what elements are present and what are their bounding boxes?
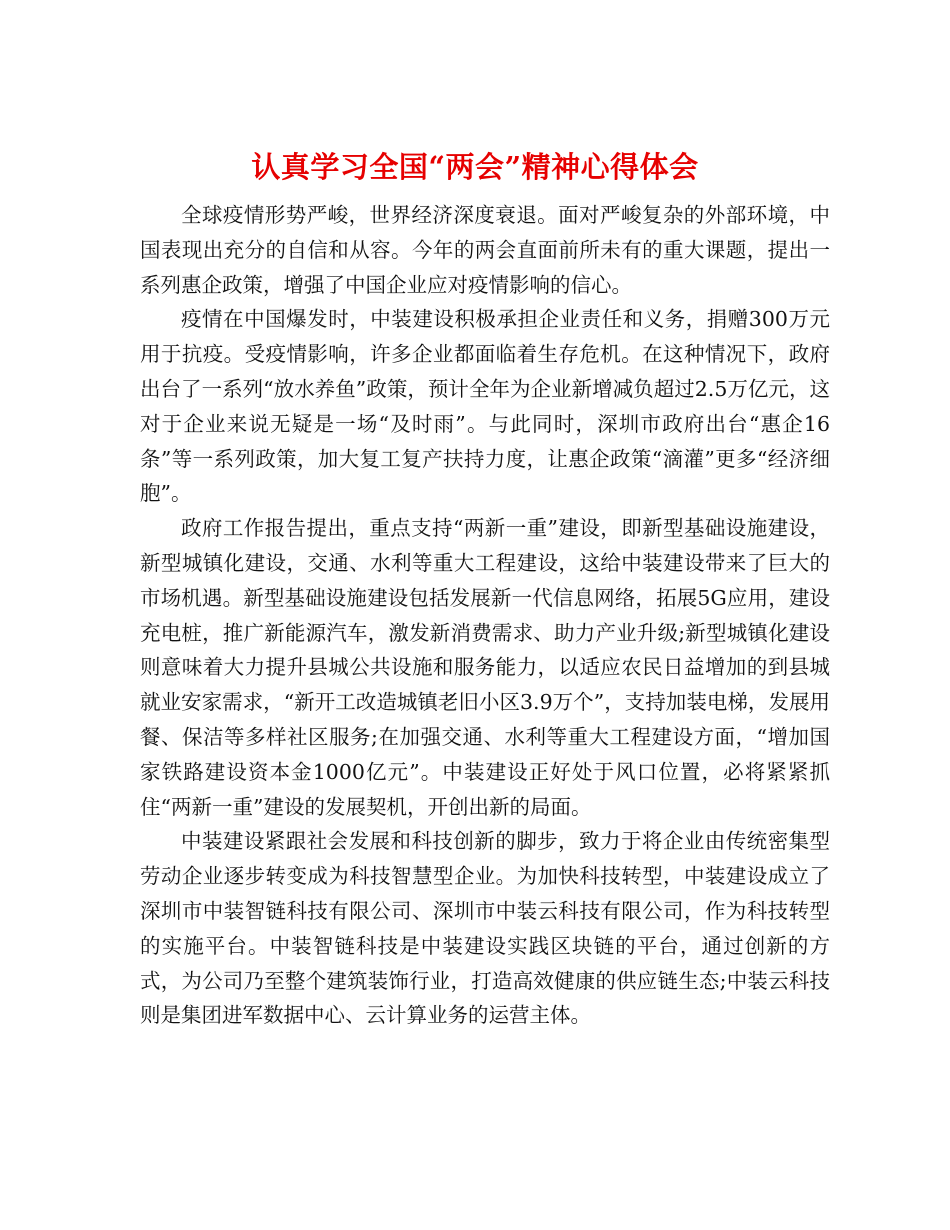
paragraph-3: 政府工作报告提出，重点支持“两新一重”建设，即新型基础设施建设，新型城镇化建设，交通、水利等重大工程建设，这给中装建设带来了巨大的市场机遇。新型基础设施建设包括发展新一代信息网络，拓展5G应用，建设充电桩，推广新能源汽车，激发新消费需求、助力产业升级;新型城镇化建设则意味着大力提升县城公共设施和服务能力，以适应农民日益增加的到县城就业安家需求，“新开工改造城镇老旧小区3.9万个”，支持加装电梯，发展用餐、保洁等多样社区服务;在加强交通、水利等重大工程建设方面，“增加国家铁路建设资本金1000亿元”。中装建设正好处于风口位置，必将紧紧抓住“两新一重”建设的发展契机，开创出新的局面。 [140, 516, 830, 819]
paragraph-1: 全球疫情形势严峻，世界经济深度衰退。面对严峻复杂的外部环境，中国表现出充分的自信和从容。今年的两会直面前所未有的重大课题，提出一系列惠企政策，增强了中国企业应对疫情影响的信心。 [140, 203, 830, 297]
paragraph-2: 疫情在中国爆发时，中装建设积极承担企业责任和义务，捐赠300万元用于抗疫。受疫情影响，许多企业都面临着生存危机。在这种情况下，政府出台了一系列“放水养鱼”政策，预计全年为企业新增减负超过2.5万亿元，这对于企业来说无疑是一场“及时雨”。与此同时，深圳市政府出台“惠企16条”等一系列政策，加大复工复产扶持力度，让惠企政策“滴灌”更多“经济细胞”。 [140, 307, 830, 506]
paragraph-4: 中装建设紧跟社会发展和科技创新的脚步，致力于将企业由传统密集型劳动企业逐步转变成为科技智慧型企业。为加快科技转型，中装建设成立了深圳市中装智链科技有限公司、深圳市中装云科技有限公司，作为科技转型的实施平台。中装智链科技是中装建设实践区块链的平台，通过创新的方式，为公司乃至整个建筑装饰行业，打造高效健康的供应链生态;中装云科技则是集团进军数据中心、云计算业务的运营主体。 [140, 829, 830, 1028]
document-body [140, 198, 830, 1033]
document-title: 认真学习全国“两会”精神心得体会 [251, 150, 699, 185]
